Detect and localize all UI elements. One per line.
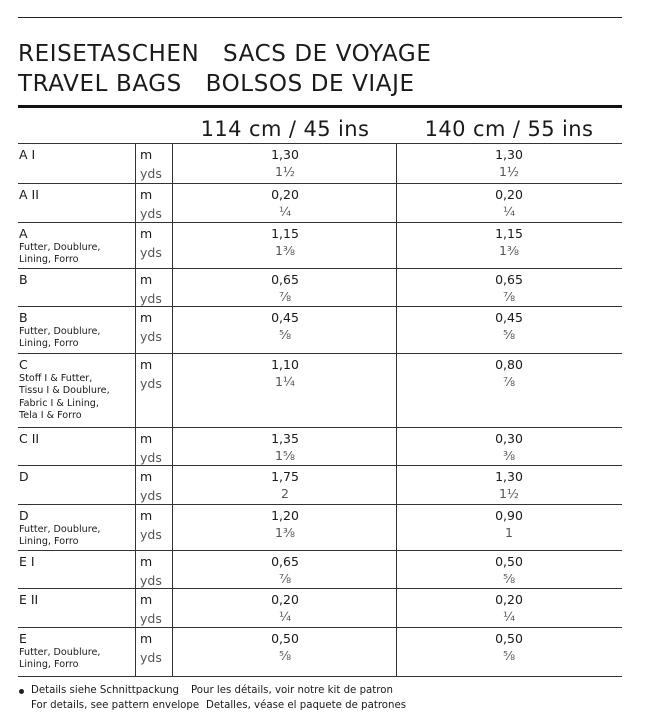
row-label: E I (19, 554, 35, 569)
row-label: B (19, 272, 28, 287)
value-140-m: 1,30 (495, 147, 523, 162)
row-separator (18, 353, 622, 354)
unit-m: m (140, 631, 153, 646)
footnote-fr: Pour les détails, voir notre kit de patron (191, 685, 393, 696)
value-140-yds: 1⅜ (498, 243, 520, 258)
value-114-m: 0,20 (271, 187, 299, 202)
row-label: D (19, 469, 29, 484)
footnote-es: Detalles, véase el paquete de patrones (206, 700, 407, 711)
value-114-yds: 1½ (274, 164, 296, 179)
value-114-yds: 1⅜ (274, 525, 296, 540)
row-separator (18, 222, 622, 223)
page-title-line-2: TRAVEL BAGS BOLSOS DE VIAJE (18, 71, 415, 97)
value-140-yds: 1½ (498, 486, 520, 501)
value-140-m: 1,15 (495, 226, 523, 241)
value-114-yds: ⅝ (278, 327, 292, 342)
row-separator (18, 627, 622, 628)
value-114-yds: 1⅝ (274, 448, 296, 463)
row-separator (18, 550, 622, 551)
value-114-yds: ⅞ (278, 571, 292, 586)
row-sublabel: Futter, Doublure, Lining, Forro (19, 242, 101, 266)
row-sublabel: Futter, Doublure, Lining, Forro (19, 524, 101, 548)
row-label: A I (19, 147, 36, 162)
unit-yds: yds (140, 376, 162, 391)
unit-yds: yds (140, 488, 162, 503)
row-label: B (19, 310, 28, 325)
value-114-yds: ¼ (278, 204, 292, 219)
row-separator (18, 427, 622, 428)
value-114-m: 0,20 (271, 592, 299, 607)
title-rule (18, 105, 622, 108)
value-140-m: 0,20 (495, 187, 523, 202)
row-sublabel: Futter, Doublure, Lining, Forro (19, 326, 101, 350)
unit-m: m (140, 147, 153, 162)
row-separator (18, 676, 622, 677)
value-140-yds: 1 (505, 525, 513, 540)
row-label: A II (19, 187, 39, 202)
unit-yds: yds (140, 206, 162, 221)
value-140-m: 1,30 (495, 469, 523, 484)
unit-yds: yds (140, 573, 162, 588)
value-114-m: 0,65 (271, 554, 299, 569)
value-140-yds: ¼ (502, 609, 516, 624)
value-114-m: 1,30 (271, 147, 299, 162)
unit-yds: yds (140, 245, 162, 260)
value-140-m: 0,65 (495, 272, 523, 287)
unit-yds: yds (140, 291, 162, 306)
row-label: C (19, 357, 28, 372)
row-label: E (19, 631, 27, 646)
unit-yds: yds (140, 527, 162, 542)
unit-yds: yds (140, 329, 162, 344)
unit-m: m (140, 554, 153, 569)
value-140-yds: ⅝ (502, 648, 516, 663)
value-114-m: 0,50 (271, 631, 299, 646)
value-140-yds: ⅞ (502, 289, 516, 304)
unit-m: m (140, 357, 153, 372)
footnote-en: For details, see pattern envelope (31, 700, 200, 711)
column-header-140cm: 140 cm / 55 ins (424, 117, 594, 141)
value-140-m: 0,80 (495, 357, 523, 372)
value-114-yds: 1⅜ (274, 243, 296, 258)
value-140-yds: ⅞ (502, 374, 516, 389)
unit-yds: yds (140, 611, 162, 626)
unit-m: m (140, 310, 153, 325)
value-140-yds: ⅜ (502, 448, 516, 463)
value-114-m: 1,20 (271, 508, 299, 523)
unit-yds: yds (140, 166, 162, 181)
column-header-114cm: 114 cm / 45 ins (200, 117, 370, 141)
value-114-yds: 1¼ (274, 374, 296, 389)
value-114-yds: 2 (281, 486, 289, 501)
value-114-yds: ⅞ (278, 289, 292, 304)
value-114-yds: ¼ (278, 609, 292, 624)
value-140-yds: ¼ (502, 204, 516, 219)
bullet-icon (19, 689, 24, 694)
value-140-m: 0,20 (495, 592, 523, 607)
value-114-m: 0,65 (271, 272, 299, 287)
row-label: A (19, 226, 28, 241)
unit-m: m (140, 592, 153, 607)
value-114-yds: ⅝ (278, 648, 292, 663)
row-label: C II (19, 431, 40, 446)
row-separator (18, 143, 622, 144)
row-separator (18, 588, 622, 589)
value-114-m: 1,75 (271, 469, 299, 484)
unit-m: m (140, 187, 153, 202)
value-140-yds: 1½ (498, 164, 520, 179)
unit-m: m (140, 508, 153, 523)
value-140-yds: ⅝ (502, 327, 516, 342)
unit-m: m (140, 226, 153, 241)
value-114-m: 1,15 (271, 226, 299, 241)
value-140-m: 0,50 (495, 554, 523, 569)
row-separator (18, 504, 622, 505)
value-140-m: 0,30 (495, 431, 523, 446)
value-140-yds: ⅝ (502, 571, 516, 586)
row-separator (18, 465, 622, 466)
row-separator (18, 268, 622, 269)
unit-m: m (140, 469, 153, 484)
unit-m: m (140, 272, 153, 287)
row-label: E II (19, 592, 39, 607)
value-114-m: 1,35 (271, 431, 299, 446)
value-114-m: 0,45 (271, 310, 299, 325)
row-separator (18, 306, 622, 307)
value-140-m: 0,90 (495, 508, 523, 523)
unit-yds: yds (140, 450, 162, 465)
row-sublabel: Stoff I & Futter, Tissu I & Doublure, Fabric I & Lining, Tela I & Forro (19, 373, 110, 422)
value-114-m: 1,10 (271, 357, 299, 372)
column-separator (135, 143, 136, 676)
unit-yds: yds (140, 650, 162, 665)
value-140-m: 0,50 (495, 631, 523, 646)
footnote-de: Details siehe Schnittpackung (31, 685, 180, 696)
row-separator (18, 183, 622, 184)
top-rule (18, 17, 622, 18)
row-sublabel: Futter, Doublure, Lining, Forro (19, 647, 101, 671)
value-140-m: 0,45 (495, 310, 523, 325)
row-label: D (19, 508, 29, 523)
unit-m: m (140, 431, 153, 446)
page-title-line-1: REISETASCHEN SACS DE VOYAGE (18, 41, 432, 67)
